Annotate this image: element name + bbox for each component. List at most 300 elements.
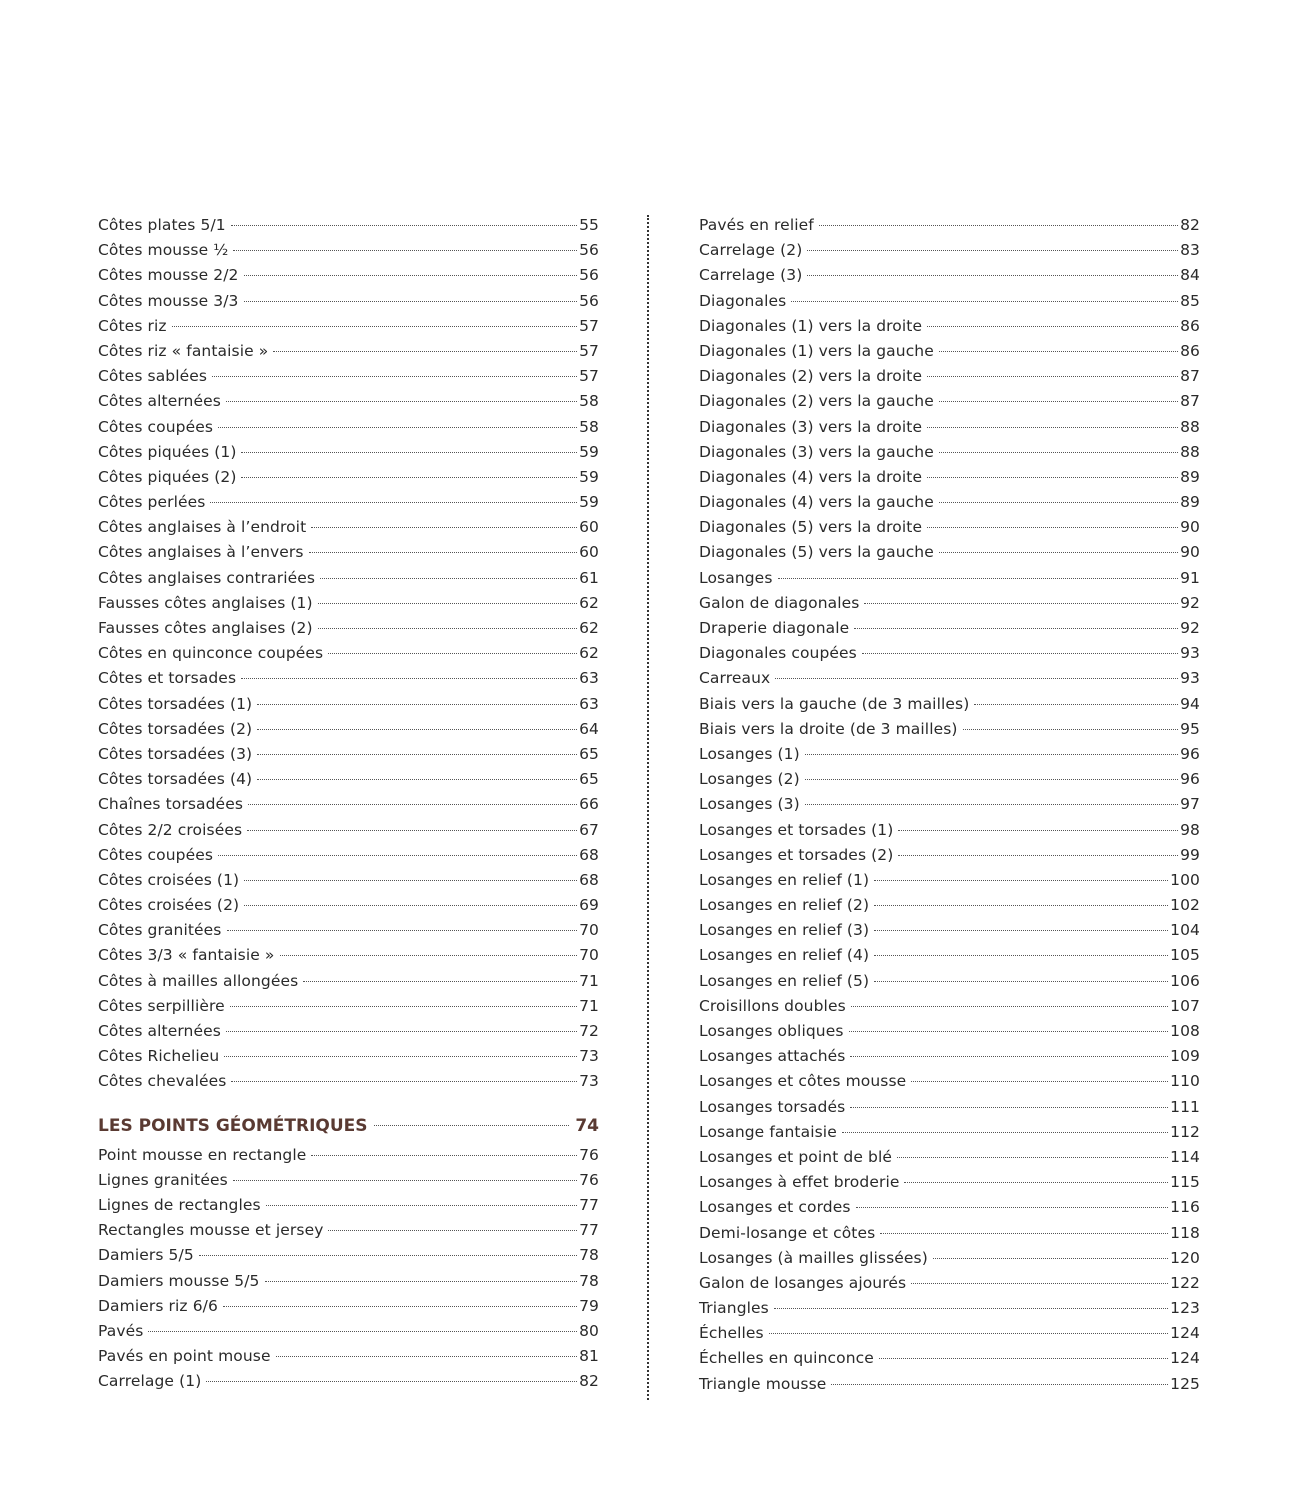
entry-page-number: 82 <box>1180 216 1200 234</box>
entry-page-number: 68 <box>579 845 599 864</box>
toc-entry[interactable] <box>98 1243 599 1268</box>
entry-title: Diagonales (1) vers la gauche <box>699 341 934 360</box>
toc-entry[interactable] <box>98 540 599 565</box>
entry-title: Losanges en relief (5) <box>699 971 870 990</box>
entry-title: Losanges à effet broderie <box>699 1173 900 1192</box>
entry-title: Losanges (2) <box>699 770 800 789</box>
entry-title: Côtes et torsades <box>98 669 237 688</box>
entry-title: Losanges et torsades (1) <box>699 820 894 839</box>
toc-entry[interactable] <box>98 364 599 389</box>
column-divider <box>647 215 649 1400</box>
entry-title: Diagonales coupées <box>699 644 857 663</box>
dot-leader <box>257 704 577 705</box>
dot-leader <box>805 779 1178 780</box>
dot-leader <box>148 1331 577 1332</box>
entry-title: Côtes piquées (2) <box>98 467 237 486</box>
toc-section-heading[interactable] <box>98 1111 599 1141</box>
toc-entry[interactable] <box>699 868 1200 893</box>
entry-page-number: 57 <box>579 316 599 335</box>
entry-page-number: 84 <box>1180 266 1200 285</box>
dot-leader <box>233 1180 577 1181</box>
entry-page-number: 105 <box>1170 946 1200 965</box>
toc-entry[interactable] <box>98 1019 599 1044</box>
toc-entry[interactable] <box>98 440 599 465</box>
entry-title: Diagonales (5) vers la gauche <box>699 543 934 562</box>
dot-leader <box>311 527 577 528</box>
toc-entry[interactable] <box>699 843 1200 868</box>
dot-leader <box>241 452 577 453</box>
dot-leader <box>831 1384 1168 1385</box>
entry-page-number: 124 <box>1170 1349 1200 1368</box>
toc-entry[interactable] <box>699 717 1200 742</box>
toc-entry[interactable] <box>98 465 599 490</box>
toc-entry[interactable] <box>98 415 599 440</box>
entry-page-number: 78 <box>579 1271 599 1290</box>
entry-title: Losanges et côtes mousse <box>699 1072 907 1091</box>
toc-entry[interactable] <box>98 1193 599 1218</box>
toc-entries-before-section <box>98 213 599 1095</box>
entry-page-number: 86 <box>1180 341 1200 360</box>
entry-page-number: 60 <box>579 518 599 537</box>
entry-page-number: 98 <box>1180 820 1200 839</box>
toc-entry[interactable] <box>699 1195 1200 1220</box>
toc-entry[interactable] <box>98 515 599 540</box>
toc-entry[interactable] <box>98 238 599 263</box>
entry-title: Draperie diagonale <box>699 619 850 637</box>
entry-title: Pavés en point mouse <box>98 1347 271 1366</box>
toc-entry[interactable] <box>699 415 1200 440</box>
entry-title: Côtes à mailles allongées <box>98 971 299 990</box>
entry-page-number: 62 <box>579 593 599 612</box>
toc-entry[interactable] <box>699 1372 1200 1397</box>
entry-page-number: 72 <box>579 1022 599 1040</box>
dot-leader <box>223 1306 577 1307</box>
entry-title: Fausses côtes anglaises (1) <box>98 593 313 612</box>
toc-entry[interactable] <box>98 994 599 1019</box>
toc-entry[interactable] <box>699 1296 1200 1321</box>
toc-entry[interactable] <box>699 1069 1200 1094</box>
dot-leader <box>819 225 1178 226</box>
entry-page-number: 83 <box>1180 241 1200 260</box>
dot-leader <box>851 1006 1168 1007</box>
dot-leader <box>874 930 1168 931</box>
dot-leader <box>862 653 1178 654</box>
toc-entry[interactable] <box>699 213 1200 238</box>
entry-page-number: 61 <box>579 568 599 587</box>
entry-page-number: 59 <box>579 442 599 461</box>
entry-title: Triangles <box>699 1299 769 1318</box>
entry-title: Échelles en quinconce <box>699 1349 874 1368</box>
entry-page-number: 106 <box>1170 971 1200 990</box>
entry-title: Galon de losanges ajourés <box>699 1273 907 1292</box>
entry-page-number: 90 <box>1180 518 1200 537</box>
dot-leader <box>897 1157 1168 1158</box>
toc-entry[interactable] <box>98 843 599 868</box>
entry-page-number: 96 <box>1180 744 1200 763</box>
entry-title: Côtes mousse 2/2 <box>98 266 239 285</box>
toc-entry[interactable] <box>699 918 1200 943</box>
entry-title: Damiers riz 6/6 <box>98 1296 218 1315</box>
dot-leader <box>244 880 577 881</box>
entry-title: Biais vers la gauche (de 3 mailles) <box>699 694 970 713</box>
dot-leader <box>218 427 577 428</box>
dot-leader <box>850 1056 1168 1057</box>
toc-entry[interactable] <box>98 767 599 792</box>
entry-page-number: 58 <box>579 417 599 436</box>
entry-title: Lignes granitées <box>98 1170 228 1189</box>
toc-entry[interactable] <box>699 490 1200 515</box>
dot-leader <box>206 1381 577 1382</box>
toc-entry[interactable] <box>98 717 599 742</box>
toc-entry[interactable] <box>98 1044 599 1069</box>
toc-entry[interactable] <box>699 289 1200 314</box>
toc-entry[interactable] <box>699 566 1200 591</box>
toc-entry[interactable] <box>98 918 599 943</box>
entry-page-number: 56 <box>579 266 599 285</box>
entry-page-number: 118 <box>1170 1223 1200 1242</box>
entry-title: Losanges en relief (2) <box>699 896 870 915</box>
toc-entry[interactable] <box>699 540 1200 565</box>
entry-title: Carrelage (3) <box>699 266 803 285</box>
entry-page-number: 89 <box>1180 467 1200 486</box>
entry-title: Losanges en relief (1) <box>699 870 870 889</box>
dot-leader <box>927 527 1178 528</box>
toc-entry[interactable] <box>699 641 1200 666</box>
dot-leader <box>874 955 1168 956</box>
toc-entry[interactable] <box>98 591 599 616</box>
toc-entry[interactable] <box>98 289 599 314</box>
toc-entry[interactable] <box>98 969 599 994</box>
dot-leader <box>939 452 1178 453</box>
dot-leader <box>231 225 577 226</box>
entry-page-number: 69 <box>579 896 599 915</box>
entry-page-number: 77 <box>579 1195 599 1214</box>
toc-entry[interactable] <box>98 566 599 591</box>
dot-leader <box>244 905 577 906</box>
toc-entry[interactable] <box>699 314 1200 339</box>
dot-leader <box>265 1281 578 1282</box>
dot-leader <box>807 275 1178 276</box>
toc-entry[interactable] <box>699 1246 1200 1271</box>
entry-page-number: 57 <box>579 341 599 360</box>
entry-page-number: 71 <box>579 971 599 990</box>
dot-leader <box>230 1006 577 1007</box>
dot-leader <box>311 1155 577 1156</box>
entry-title: Côtes 2/2 croisées <box>98 820 243 839</box>
toc-entry[interactable] <box>98 1069 599 1094</box>
toc-entry[interactable] <box>699 1145 1200 1170</box>
entry-title: Côtes torsadées (3) <box>98 744 253 763</box>
toc-entry[interactable] <box>98 1269 599 1294</box>
dot-leader <box>874 905 1168 906</box>
dot-leader <box>842 1132 1168 1133</box>
dot-leader <box>303 981 577 982</box>
entry-title: Diagonales (4) vers la gauche <box>699 493 934 512</box>
entry-title: Côtes perlées <box>98 493 206 512</box>
toc-entry[interactable] <box>699 969 1200 994</box>
entry-page-number: 62 <box>579 644 599 663</box>
toc-entry[interactable] <box>699 1120 1200 1145</box>
toc-entry[interactable] <box>699 616 1200 641</box>
entry-title: Côtes granitées <box>98 921 222 940</box>
entry-page-number: 80 <box>579 1321 599 1340</box>
dot-leader <box>778 578 1179 579</box>
toc-entry[interactable] <box>699 994 1200 1019</box>
dot-leader <box>927 376 1178 377</box>
entry-page-number: 71 <box>579 996 599 1015</box>
toc-entry[interactable] <box>98 389 599 414</box>
entry-title: Côtes croisées (1) <box>98 870 240 889</box>
dot-leader <box>927 326 1178 327</box>
toc-entry[interactable] <box>699 465 1200 490</box>
toc-entry[interactable] <box>699 1019 1200 1044</box>
toc-entry[interactable] <box>98 641 599 666</box>
toc-entry[interactable] <box>98 742 599 767</box>
toc-entry[interactable] <box>98 893 599 918</box>
toc-entry[interactable] <box>98 1369 599 1394</box>
entry-page-number: 114 <box>1170 1147 1200 1166</box>
toc-entry[interactable] <box>98 792 599 817</box>
toc-entry[interactable] <box>98 692 599 717</box>
toc-entry[interactable] <box>699 767 1200 792</box>
dot-leader <box>880 1233 1168 1234</box>
dot-leader <box>241 477 577 478</box>
toc-entry[interactable] <box>699 515 1200 540</box>
toc-entry[interactable] <box>98 666 599 691</box>
dot-leader <box>226 1031 577 1032</box>
dot-leader <box>241 678 577 679</box>
entry-title: Côtes alternées <box>98 1022 221 1040</box>
toc-entry[interactable] <box>699 666 1200 691</box>
dot-leader <box>904 1182 1168 1183</box>
entry-title: Triangle mousse <box>699 1374 827 1393</box>
dot-leader <box>911 1081 1168 1082</box>
entry-title: Côtes croisées (2) <box>98 896 240 915</box>
entry-title: Losanges et torsades (2) <box>699 845 894 864</box>
entry-title: Diagonales (2) vers la gauche <box>699 392 934 411</box>
toc-entry[interactable] <box>98 1143 599 1168</box>
toc-entry[interactable] <box>98 263 599 288</box>
dot-leader <box>257 729 577 730</box>
toc-entry[interactable] <box>699 1044 1200 1069</box>
toc-entry[interactable] <box>699 893 1200 918</box>
entry-title: Côtes torsadées (1) <box>98 694 253 713</box>
entry-title: Fausses côtes anglaises (2) <box>98 619 313 637</box>
entry-page-number: 62 <box>579 619 599 637</box>
entry-title: Lignes de rectangles <box>98 1195 261 1214</box>
toc-entry[interactable] <box>699 1346 1200 1371</box>
entry-title: Diagonales (5) vers la droite <box>699 518 923 537</box>
entry-page-number: 89 <box>1180 493 1200 512</box>
entry-page-number: 88 <box>1180 442 1200 461</box>
toc-entry[interactable] <box>699 339 1200 364</box>
toc-entry[interactable] <box>699 1170 1200 1195</box>
entry-title: Côtes alternées <box>98 392 221 411</box>
entry-title: Losanges en relief (3) <box>699 921 870 940</box>
entry-page-number: 73 <box>579 1072 599 1091</box>
toc-entry[interactable] <box>98 339 599 364</box>
entry-page-number: 116 <box>1170 1198 1200 1217</box>
dot-leader <box>248 804 577 805</box>
dot-leader <box>328 1230 577 1231</box>
dot-leader <box>172 326 577 327</box>
toc-entry[interactable] <box>98 1344 599 1369</box>
toc-entry[interactable] <box>699 943 1200 968</box>
dot-leader <box>210 502 577 503</box>
entry-title: Losanges torsadés <box>699 1097 846 1116</box>
entry-title: Côtes serpillière <box>98 996 225 1015</box>
dot-leader <box>879 1358 1168 1359</box>
entry-page-number: 109 <box>1170 1047 1200 1066</box>
entry-title: Croisillons doubles <box>699 996 846 1015</box>
entry-page-number: 120 <box>1170 1248 1200 1267</box>
toc-entry[interactable] <box>98 1319 599 1344</box>
entry-page-number: 58 <box>579 392 599 411</box>
toc-entry[interactable] <box>699 591 1200 616</box>
entry-page-number: 112 <box>1170 1122 1200 1141</box>
toc-entry[interactable] <box>699 1095 1200 1120</box>
entry-page-number: 59 <box>579 493 599 512</box>
toc-entry[interactable] <box>98 314 599 339</box>
dot-leader <box>266 1205 577 1206</box>
toc-entry[interactable] <box>98 1168 599 1193</box>
entry-page-number: 66 <box>579 795 599 814</box>
toc-entry[interactable] <box>699 389 1200 414</box>
toc-left-column <box>98 213 599 1394</box>
dot-leader <box>939 351 1178 352</box>
entry-page-number: 122 <box>1170 1273 1200 1292</box>
entry-title: Carrelage (2) <box>699 241 803 260</box>
entry-page-number: 57 <box>579 367 599 386</box>
toc-entry[interactable] <box>98 1218 599 1243</box>
dot-leader <box>939 502 1178 503</box>
dot-leader <box>199 1255 577 1256</box>
entry-page-number: 65 <box>579 744 599 763</box>
entry-page-number: 56 <box>579 241 599 260</box>
entry-title: Rectangles mousse et jersey <box>98 1221 324 1240</box>
entry-page-number: 67 <box>579 820 599 839</box>
toc-entry[interactable] <box>699 1221 1200 1246</box>
entry-title: Échelles <box>699 1324 764 1343</box>
entry-page-number: 115 <box>1170 1173 1200 1192</box>
toc-entry[interactable] <box>699 1271 1200 1296</box>
toc-entry[interactable] <box>699 742 1200 767</box>
entry-page-number: 77 <box>579 1221 599 1240</box>
toc-entry[interactable] <box>699 440 1200 465</box>
entry-title: Côtes mousse 3/3 <box>98 291 239 310</box>
toc-entry[interactable] <box>699 238 1200 263</box>
toc-entries-after-section <box>98 1143 599 1395</box>
toc-entry[interactable] <box>699 263 1200 288</box>
toc-entry[interactable] <box>699 1321 1200 1346</box>
entry-page-number: 81 <box>579 1347 599 1366</box>
entry-title: Côtes Richelieu <box>98 1047 220 1066</box>
entry-page-number: 92 <box>1180 619 1200 637</box>
entry-title: Côtes torsadées (4) <box>98 770 253 789</box>
section-page-number: 74 <box>575 1115 599 1136</box>
toc-entry[interactable] <box>98 616 599 641</box>
entry-page-number: 76 <box>579 1145 599 1164</box>
entry-title: Losanges attachés <box>699 1047 846 1066</box>
entry-title: Côtes torsadées (2) <box>98 719 253 738</box>
dot-leader <box>328 653 577 654</box>
entry-title: Côtes mousse ½ <box>98 241 229 260</box>
entry-title: Côtes coupées <box>98 845 214 864</box>
entry-title: Diagonales (4) vers la droite <box>699 467 923 486</box>
dot-leader <box>212 376 577 377</box>
entry-page-number: 79 <box>579 1296 599 1315</box>
toc-entry[interactable] <box>98 490 599 515</box>
dot-leader <box>276 1356 577 1357</box>
entry-page-number: 99 <box>1180 845 1200 864</box>
dot-leader <box>898 855 1178 856</box>
entry-title: Losanges (3) <box>699 795 800 814</box>
dot-leader <box>791 301 1178 302</box>
toc-entry[interactable] <box>699 792 1200 817</box>
entry-title: Losanges en relief (4) <box>699 946 870 965</box>
toc-entry[interactable] <box>98 818 599 843</box>
entry-page-number: 97 <box>1180 795 1200 814</box>
dot-leader <box>963 729 1178 730</box>
dot-leader <box>927 427 1178 428</box>
dot-leader <box>939 401 1178 402</box>
entry-title: Losanges (1) <box>699 744 800 763</box>
dot-leader <box>939 552 1178 553</box>
dot-leader <box>933 1258 1168 1259</box>
dot-leader <box>874 981 1168 982</box>
entry-page-number: 94 <box>1180 694 1200 713</box>
dot-leader <box>280 955 578 956</box>
dot-leader <box>320 578 577 579</box>
entry-title: Losange fantaisie <box>699 1122 837 1141</box>
entry-page-number: 125 <box>1170 1374 1200 1393</box>
entry-page-number: 110 <box>1170 1072 1200 1091</box>
toc-entry[interactable] <box>98 213 599 238</box>
entry-page-number: 70 <box>579 921 599 940</box>
entry-title: Côtes plates 5/1 <box>98 216 226 234</box>
toc-entry[interactable] <box>98 868 599 893</box>
entry-page-number: 92 <box>1180 593 1200 612</box>
entry-title: Côtes piquées (1) <box>98 442 237 461</box>
entry-page-number: 60 <box>579 543 599 562</box>
toc-entry[interactable] <box>699 818 1200 843</box>
entry-title: Biais vers la droite (de 3 mailles) <box>699 719 958 738</box>
dot-leader <box>226 401 577 402</box>
entry-title: Côtes riz <box>98 316 167 335</box>
toc-right-column <box>699 213 1200 1397</box>
toc-entry[interactable] <box>699 692 1200 717</box>
entry-page-number: 124 <box>1170 1324 1200 1343</box>
toc-entry[interactable] <box>98 943 599 968</box>
dot-leader <box>874 880 1168 881</box>
entry-title: Côtes coupées <box>98 417 214 436</box>
entry-title: Galon de diagonales <box>699 593 860 612</box>
toc-entry[interactable] <box>98 1294 599 1319</box>
entry-page-number: 78 <box>579 1246 599 1265</box>
entry-page-number: 63 <box>579 694 599 713</box>
entry-page-number: 111 <box>1170 1097 1200 1116</box>
dot-leader <box>805 804 1178 805</box>
entry-page-number: 73 <box>579 1047 599 1066</box>
dot-leader <box>244 301 578 302</box>
dot-leader <box>244 275 578 276</box>
entry-page-number: 90 <box>1180 543 1200 562</box>
dot-leader <box>974 704 1178 705</box>
toc-entry[interactable] <box>699 364 1200 389</box>
entry-title: Carrelage (1) <box>98 1372 202 1391</box>
section-title: LES POINTS GÉOMÉTRIQUES <box>98 1115 368 1136</box>
entry-title: Point mousse en rectangle <box>98 1145 307 1164</box>
